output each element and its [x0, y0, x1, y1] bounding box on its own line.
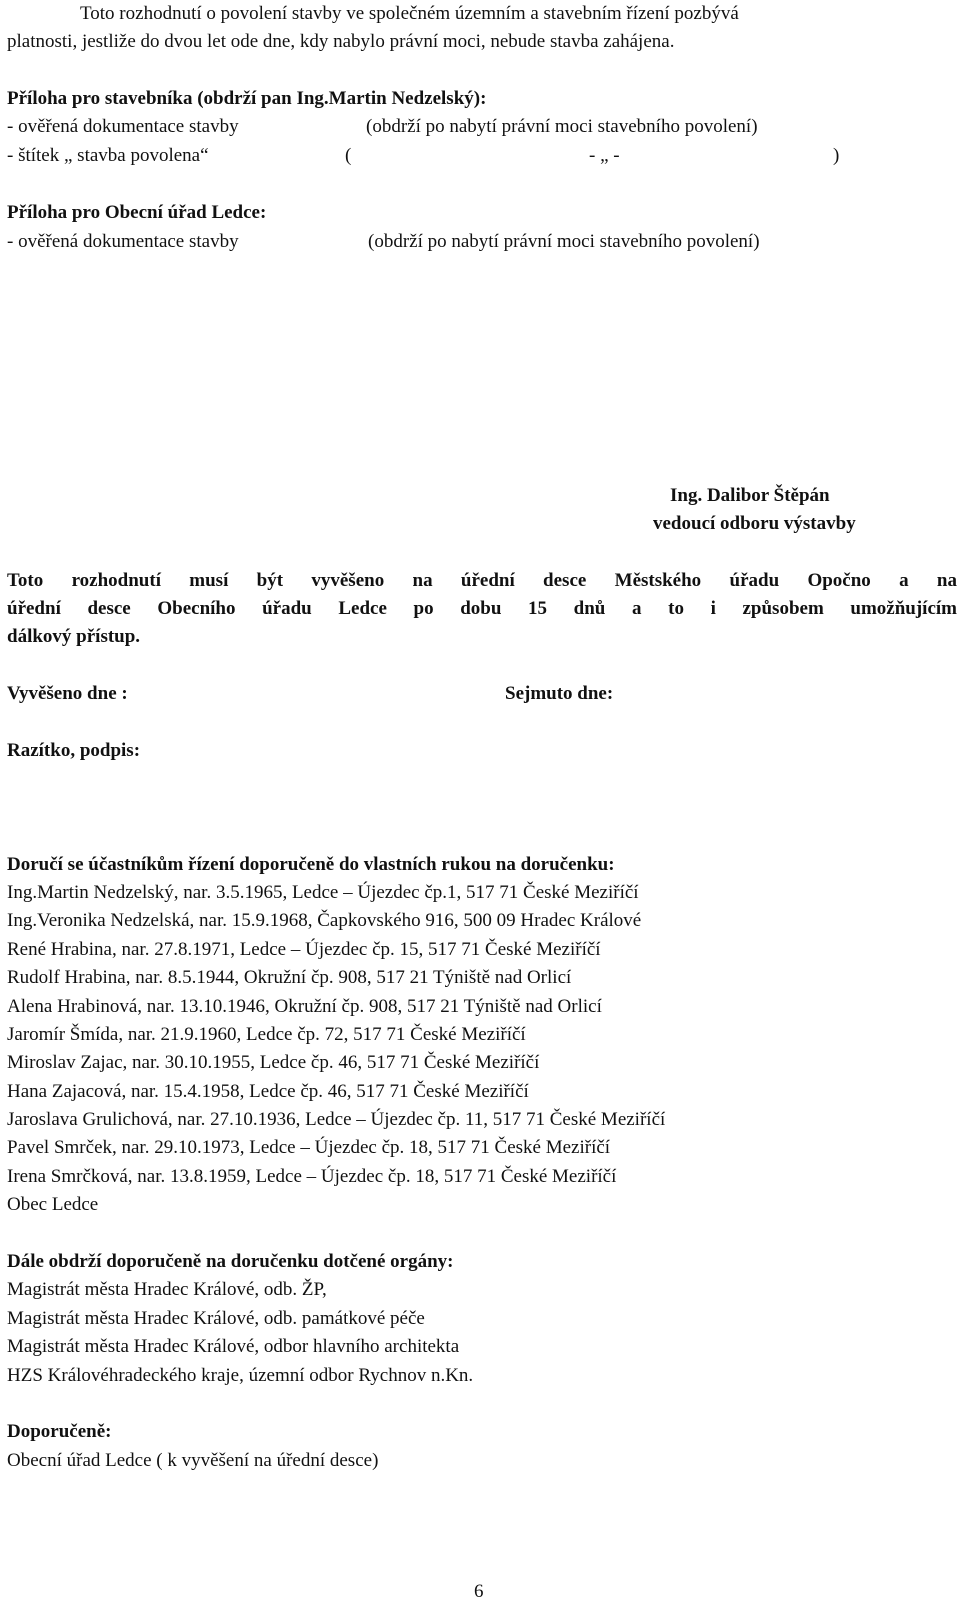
page-number: 6	[474, 1581, 484, 1602]
annex-office-item1-label: - ověřená dokumentace stavby	[7, 231, 239, 252]
list-item: Magistrát města Hradec Králové, odb. ŽP,	[7, 1279, 327, 1300]
annex-builder-item2-label: - štítek „ stavba povolena“	[7, 145, 209, 166]
recommended-item: Obecní úřad Ledce ( k vyvěšení na úřední desce)	[7, 1450, 379, 1471]
list-item: Hana Zajacová, nar. 15.4.1958, Ledce čp. 46, 517 71 České Meziříčí	[7, 1081, 529, 1102]
annex-builder-heading: Příloha pro stavebníka (obdrží pan Ing.Martin Nedzelský):	[7, 88, 487, 109]
posting-line-3: dálkový přístup.	[7, 626, 141, 647]
list-item: Magistrát města Hradec Králové, odb. památkové péče	[7, 1308, 425, 1329]
delivery-heading: Doručí se účastníkům řízení doporučeně do vlastních rukou na doručenku:	[7, 854, 615, 875]
list-item: Pavel Smrček, nar. 29.10.1973, Ledce – Újezdec čp. 18, 517 71 České Meziříčí	[7, 1137, 611, 1158]
list-item: Obec Ledce	[7, 1194, 99, 1215]
signature-name: Ing. Dalibor Štěpán	[670, 485, 830, 506]
annex-builder-item1-note: (obdrží po nabytí právní moci stavebního povolení)	[366, 116, 758, 137]
list-item: Miroslav Zajac, nar. 30.10.1955, Ledce čp. 46, 517 71 České Meziříčí	[7, 1052, 540, 1073]
annex-office-heading: Příloha pro Obecní úřad Ledce:	[7, 202, 267, 223]
list-item: Irena Smrčková, nar. 13.8.1959, Ledce – Újezdec čp. 18, 517 71 České Meziříčí	[7, 1166, 617, 1187]
authorities-heading: Dále obdrží doporučeně na doručenku dotčené orgány:	[7, 1251, 454, 1272]
signature-role: vedoucí odboru výstavby	[653, 513, 856, 534]
validity-line-1: Toto rozhodnutí o povolení stavby ve společném územním a stavebním řízení pozbývá	[80, 3, 739, 24]
posted-date-label: Vyvěšeno dne :	[7, 683, 128, 704]
list-item: Jaroslava Grulichová, nar. 27.10.1936, Ledce – Újezdec čp. 11, 517 71 České Meziříčí	[7, 1109, 666, 1130]
annex-builder-item2-open: (	[345, 145, 352, 166]
list-item: Magistrát města Hradec Králové, odbor hlavního architekta	[7, 1336, 460, 1357]
annex-builder-item2-ditto: - „ -	[589, 145, 620, 166]
removed-date-label: Sejmuto dne:	[505, 683, 614, 704]
stamp-signature-label: Razítko, podpis:	[7, 740, 141, 761]
annex-builder-item1-label: - ověřená dokumentace stavby	[7, 116, 239, 137]
list-item: René Hrabina, nar. 27.8.1971, Ledce – Újezdec čp. 15, 517 71 České Meziříčí	[7, 939, 601, 960]
posting-line-1: Toto rozhodnutí musí být vyvěšeno na úřední desce Městského úřadu Opočno a na	[7, 570, 957, 591]
list-item: Jaromír Šmída, nar. 21.9.1960, Ledce čp. 72, 517 71 České Meziříčí	[7, 1024, 526, 1045]
list-item: HZS Královéhradeckého kraje, územní odbor Rychnov n.Kn.	[7, 1365, 474, 1386]
list-item: Alena Hrabinová, nar. 13.10.1946, Okružní čp. 908, 517 21 Týniště nad Orlicí	[7, 996, 602, 1017]
list-item: Rudolf Hrabina, nar. 8.5.1944, Okružní čp. 908, 517 21 Týniště nad Orlicí	[7, 967, 572, 988]
posting-line-2: úřední desce Obecního úřadu Ledce po dobu 15 dnů a to i způsobem umožňujícím	[7, 598, 957, 619]
annex-builder-item2-close: )	[833, 145, 840, 166]
list-item: Ing.Martin Nedzelský, nar. 3.5.1965, Ledce – Újezdec čp.1, 517 71 České Meziříčí	[7, 882, 639, 903]
recommended-heading: Doporučeně:	[7, 1421, 112, 1442]
annex-office-item1-note: (obdrží po nabytí právní moci stavebního povolení)	[368, 231, 760, 252]
validity-line-2: platnosti, jestliže do dvou let ode dne, kdy nabylo právní moci, nebude stavba zahájena.	[7, 31, 675, 52]
list-item: Ing.Veronika Nedzelská, nar. 15.9.1968, Čapkovského 916, 500 09 Hradec Králové	[7, 910, 642, 931]
